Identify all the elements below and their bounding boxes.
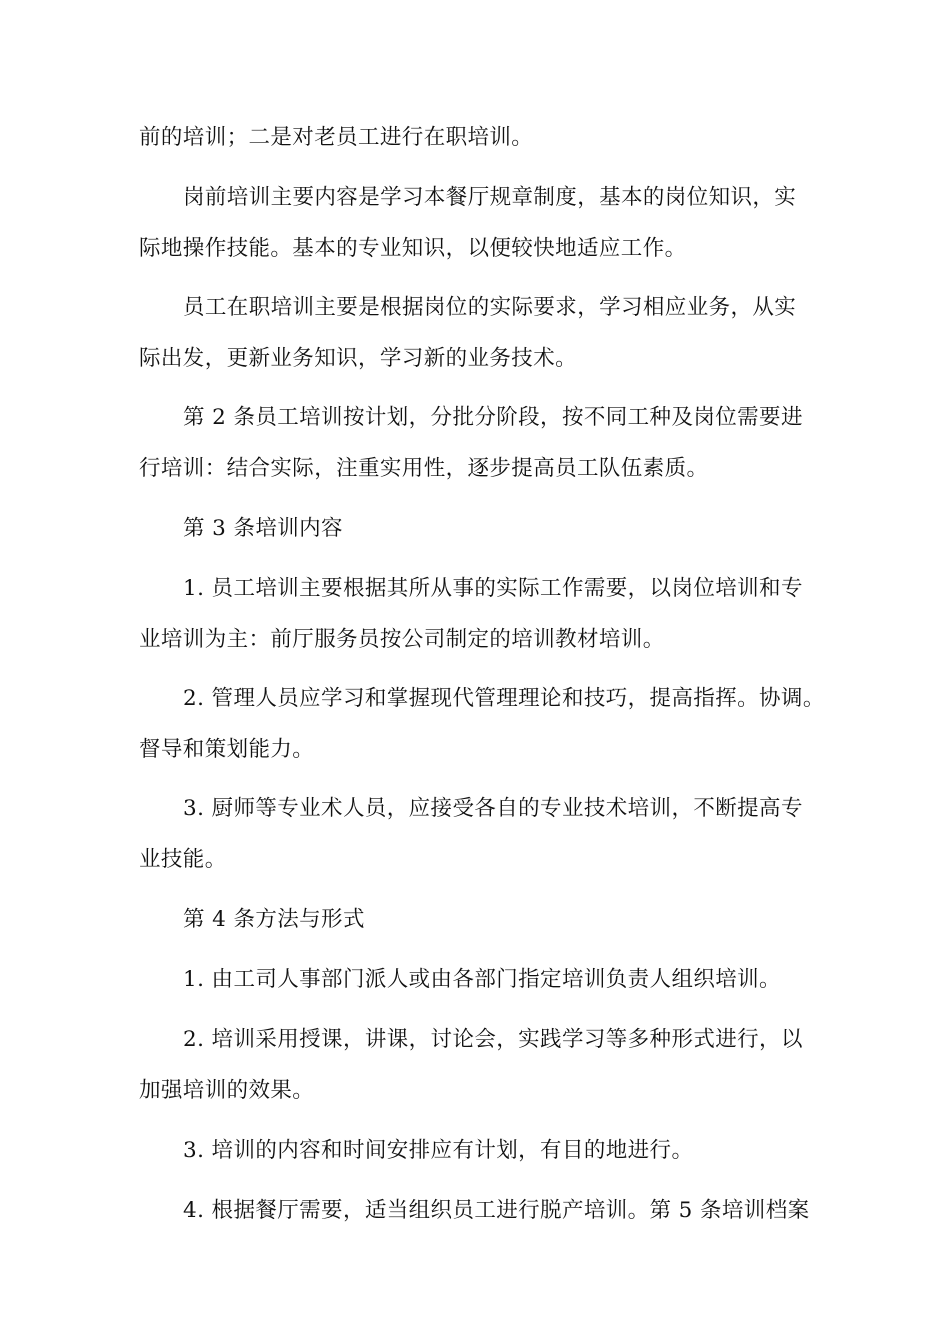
list-item-line: 3. 厨师等专业术人员，应接受各自的专业技术培训，不断提高专 xyxy=(183,796,803,821)
text-line: 督导和策划能力。 xyxy=(139,737,315,762)
text-line: 际出发，更新业务知识，学习新的业务技术。 xyxy=(139,346,578,371)
text-line: 前的培训；二是对老员工进行在职培训。 xyxy=(139,125,534,150)
paragraph-start-line: 员工在职培训主要是根据岗位的实际要求，学习相应业务，从实 xyxy=(183,295,797,320)
list-item-line: 1. 由工司人事部门派人或由各部门指定培训负责人组织培训。 xyxy=(183,967,781,992)
article-4-heading: 第 4 条方法与形式 xyxy=(183,907,365,932)
list-item-line: 2. 培训采用授课，讲课，讨论会，实践学习等多种形式进行，以 xyxy=(183,1027,803,1052)
text-line: 业技能。 xyxy=(139,847,227,872)
text-line: 际地操作技能。基本的专业知识，以便较快地适应工作。 xyxy=(139,236,687,261)
paragraph-start-line: 岗前培训主要内容是学习本餐厅规章制度，基本的岗位知识，实 xyxy=(183,185,797,210)
article-2-line: 第 2 条员工培训按计划，分批分阶段，按不同工种及岗位需要进 xyxy=(183,405,803,430)
list-item-line: 4. 根据餐厅需要，适当组织员工进行脱产培训。第 5 条培训档案 xyxy=(183,1198,810,1223)
article-3-heading: 第 3 条培训内容 xyxy=(183,516,343,541)
text-line: 业培训为主：前厅服务员按公司制定的培训教材培训。 xyxy=(139,627,665,652)
list-item-line: 1. 员工培训主要根据其所从事的实际工作需要，以岗位培训和专 xyxy=(183,576,803,601)
list-item-line: 3. 培训的内容和时间安排应有计划，有目的地进行。 xyxy=(183,1138,694,1163)
list-item-line: 2. 管理人员应学习和掌握现代管理理论和技巧，提高指挥。协调。 xyxy=(183,686,825,711)
text-line: 加强培训的效果。 xyxy=(139,1078,315,1103)
text-line: 行培训：结合实际，注重实用性，逐步提高员工队伍素质。 xyxy=(139,456,709,481)
